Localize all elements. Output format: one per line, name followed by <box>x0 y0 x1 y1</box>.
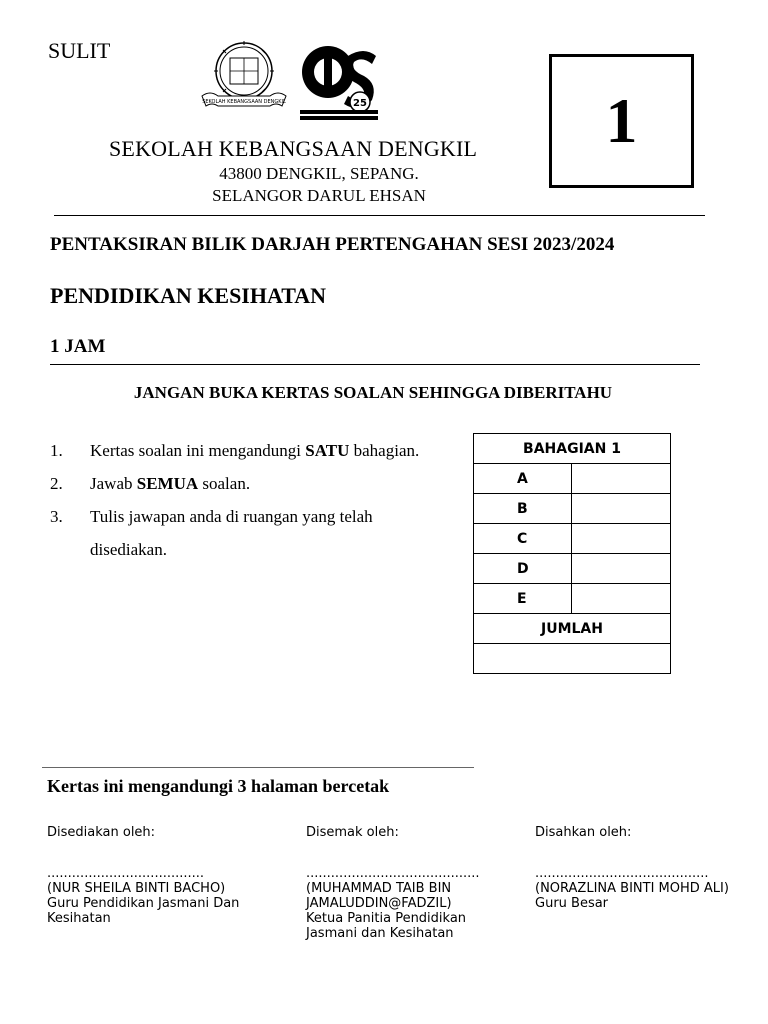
signatory-checked <box>306 825 506 941</box>
instruction-text-part: Jawab <box>90 474 137 493</box>
section-label: E <box>474 584 572 614</box>
paper-number-box <box>549 54 694 188</box>
table-row <box>474 494 671 524</box>
instruction-number: 3. <box>50 507 63 526</box>
instructions-list <box>50 434 440 566</box>
signatory-name: (NORAZLINA BINTI MOHD ALI) <box>535 881 729 896</box>
marks-total-value-row <box>474 644 671 674</box>
marks-table-header: BAHAGIAN 1 <box>474 434 671 464</box>
program-logo-number: 25 <box>353 98 367 109</box>
classification-label: SULIT <box>48 38 111 63</box>
instruction-text-part: bahagian. <box>349 441 420 460</box>
section-label: C <box>474 524 572 554</box>
instruction-emphasis: SEMUA <box>136 474 199 493</box>
instruction-text <box>90 434 419 467</box>
instruction-number: 1. <box>50 441 63 460</box>
section-score-cell <box>572 464 671 494</box>
section-score-cell <box>572 494 671 524</box>
exam-title: PENTAKSIRAN BILIK DARJAH PERTENGAHAN SESI 2023/2024 <box>50 234 615 255</box>
section-label: A <box>474 464 572 494</box>
instruction-emphasis: SATU <box>305 441 350 460</box>
instruction-text-part: Kertas soalan ini mengandungi <box>90 441 306 460</box>
exam-duration: 1 JAM <box>50 336 106 357</box>
section-score-cell <box>572 584 671 614</box>
signatory-role: Disediakan oleh: <box>47 825 156 840</box>
marks-total-value <box>474 644 671 674</box>
paper-number: 1 <box>605 85 638 156</box>
signatory-role: Disemak oleh: <box>306 825 399 840</box>
instruction-item <box>50 467 440 500</box>
crest-ribbon-text: SEKOLAH KEBANGSAAN DENGKIL <box>202 99 286 105</box>
footer-divider <box>42 767 474 768</box>
signature-line: ...................................... <box>47 866 205 881</box>
instruction-item <box>50 500 440 566</box>
section-score-cell <box>572 554 671 584</box>
marks-table <box>473 433 671 674</box>
signatory-prepared <box>47 825 267 926</box>
section-label: B <box>474 494 572 524</box>
exam-warning: JANGAN BUKA KERTAS SOALAN SEHINGGA DIBERITAHU <box>133 383 613 402</box>
signatory-name: (NUR SHEILA BINTI BACHO) <box>47 881 226 896</box>
school-crest-logo <box>200 40 288 112</box>
table-row <box>474 524 671 554</box>
signatory-position: Guru Pendidikan Jasmani Dan Kesihatan <box>47 896 240 926</box>
program-logo <box>298 42 380 122</box>
table-row <box>474 554 671 584</box>
signatory-position: Guru Besar <box>535 896 609 911</box>
instruction-text <box>90 500 440 566</box>
signatory-position: Ketua Panitia Pendidikan Jasmani dan Kesihatan <box>306 911 467 941</box>
page-count-note: Kertas ini mengandungi 3 halaman bercetak <box>47 776 390 796</box>
table-row <box>474 584 671 614</box>
table-row <box>474 464 671 494</box>
school-address-line1: 43800 DENGKIL, SEPANG. <box>219 164 419 183</box>
section-score-cell <box>572 524 671 554</box>
signature-line: .......................................... <box>535 866 709 881</box>
marks-table-header-row <box>474 434 671 464</box>
school-address-line2: SELANGOR DARUL EHSAN <box>212 186 426 205</box>
signature-line: .......................................... <box>306 866 480 881</box>
instruction-text-part: soalan. <box>198 474 251 493</box>
exam-subject: PENDIDIKAN KESIHATAN <box>50 283 327 308</box>
marks-total-label-row <box>474 614 671 644</box>
signatory-name: (MUHAMMAD TAIB BIN JAMALUDDIN@FADZIL) <box>306 881 452 911</box>
instruction-text <box>90 467 250 500</box>
duration-divider <box>50 364 700 365</box>
instruction-text-part: Tulis jawapan anda di ruangan yang telah disediakan. <box>90 507 373 559</box>
instruction-number: 2. <box>50 474 63 493</box>
signatory-role: Disahkan oleh: <box>535 825 632 840</box>
header-divider <box>54 215 705 216</box>
instruction-item <box>50 434 440 467</box>
school-name: SEKOLAH KEBANGSAAN DENGKIL <box>109 136 478 161</box>
marks-total-label: JUMLAH <box>474 614 671 644</box>
signatory-approved <box>535 825 735 911</box>
section-label: D <box>474 554 572 584</box>
